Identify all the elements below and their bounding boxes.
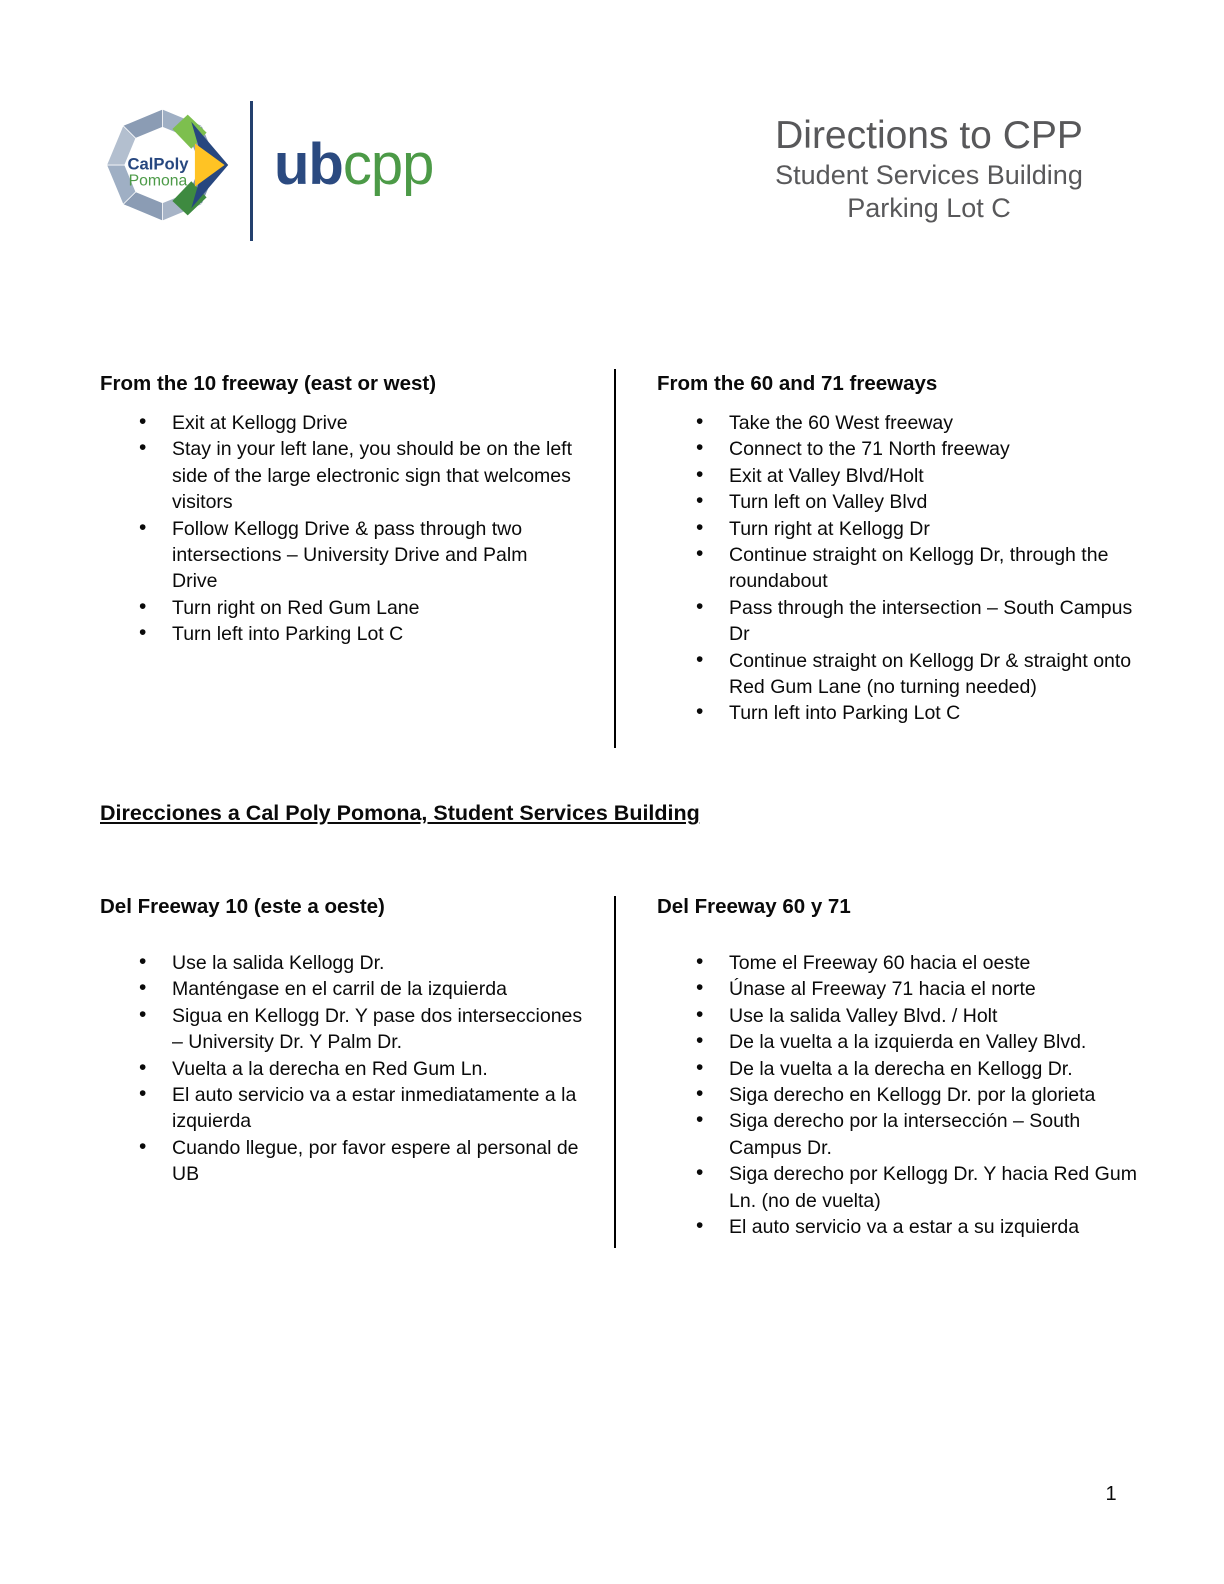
- spanish-freeway-10-heading: Del Freeway 10 (este a oeste): [100, 895, 385, 918]
- page-subtitle-parking: Parking Lot C: [847, 193, 1011, 223]
- list-item: • Siga derecho por la intersección – South Campus Dr.: [729, 1108, 1149, 1161]
- list-item: • Sigua en Kellogg Dr. Y pase dos intersecciones – University Dr. Y Palm Dr.: [172, 1003, 586, 1056]
- logo-text-calpoly: CalPoly: [127, 154, 189, 174]
- list-item: • Tome el Freeway 60 hacia el oeste: [729, 950, 1149, 976]
- list-item: • Turn right on Red Gum Lane: [172, 595, 578, 621]
- list-item: • Cuando llegue, por favor espere al personal de UB: [172, 1135, 586, 1188]
- list-item: • De la vuelta a la izquierda en Valley Blvd.: [729, 1029, 1149, 1055]
- list-item: • Siga derecho por Kellogg Dr. Y hacia Red Gum Ln. (no de vuelta): [729, 1161, 1149, 1214]
- list-item: • Stay in your left lane, you should be on the left side of the large electronic sign that welcomes visitors: [172, 436, 578, 515]
- spanish-freeway-60-71-column: [657, 893, 1149, 1240]
- list-item: • Take the 60 West freeway: [729, 410, 1135, 436]
- list-item: • Turn left on Valley Blvd: [729, 489, 1135, 515]
- english-from-10-column: [100, 370, 578, 648]
- spanish-freeway-60-71-heading: Del Freeway 60 y 71: [657, 895, 851, 918]
- list-item: • De la vuelta a la derecha en Kellogg Dr.: [729, 1056, 1149, 1082]
- list-item: • Siga derecho en Kellogg Dr. por la glorieta: [729, 1082, 1149, 1108]
- list-item: • Connect to the 71 North freeway: [729, 436, 1135, 462]
- spanish-freeway-10-column: [100, 893, 586, 1188]
- page-title: Directions to CPP: [775, 114, 1083, 157]
- list-item: • Exit at Valley Blvd/Holt: [729, 463, 1135, 489]
- list-item: • Continue straight on Kellogg Dr & straight onto Red Gum Lane (no turning needed): [729, 648, 1135, 701]
- english-from-10-heading: From the 10 freeway (east or west): [100, 372, 437, 395]
- spanish-freeway-60-71-list: [657, 950, 1149, 1240]
- column-divider-spanish: [614, 896, 616, 1248]
- english-from-10-list: [100, 410, 578, 648]
- list-item: • El auto servicio va a estar inmediatamente a la izquierda: [172, 1082, 586, 1135]
- ubcpp-logo: [274, 132, 434, 197]
- list-item: • Turn left into Parking Lot C: [729, 700, 1135, 726]
- spanish-section-heading: Direcciones a Cal Poly Pomona, Student Services Building: [100, 801, 700, 825]
- page-subtitle-building: Student Services Building: [775, 160, 1083, 190]
- ubcpp-logo-ub: ub: [274, 132, 343, 197]
- list-item: • Use la salida Kellogg Dr.: [172, 950, 586, 976]
- list-item: • El auto servicio va a estar a su izquierda: [729, 1214, 1149, 1240]
- list-item: • Turn right at Kellogg Dr: [729, 516, 1135, 542]
- list-item: • Follow Kellogg Drive & pass through two intersections – University Drive and Palm Drive: [172, 516, 578, 595]
- list-item: • Vuelta a la derecha en Red Gum Ln.: [172, 1056, 586, 1082]
- list-item: • Exit at Kellogg Drive: [172, 410, 578, 436]
- english-from-60-71-column: [657, 370, 1135, 727]
- list-item: • Únase al Freeway 71 hacia el norte: [729, 976, 1149, 1002]
- list-item: • Manténgase en el carril de la izquierda: [172, 976, 586, 1002]
- logo-divider: [250, 101, 253, 241]
- english-from-60-71-heading: From the 60 and 71 freeways: [657, 372, 938, 395]
- calpoly-pomona-logo: [104, 102, 230, 228]
- logo-text-pomona: Pomona: [128, 172, 188, 190]
- list-item: • Turn left into Parking Lot C: [172, 621, 578, 647]
- spanish-freeway-10-list: [100, 950, 586, 1188]
- column-divider-english: [614, 369, 616, 748]
- list-item: • Continue straight on Kellogg Dr, through the roundabout: [729, 542, 1135, 595]
- english-from-60-71-list: [657, 410, 1135, 727]
- title-block: [688, 112, 1170, 225]
- list-item: • Pass through the intersection – South Campus Dr: [729, 595, 1135, 648]
- page-number: 1: [1105, 1483, 1117, 1505]
- ubcpp-logo-cpp: cpp: [342, 132, 434, 197]
- list-item: • Use la salida Valley Blvd. / Holt: [729, 1003, 1149, 1029]
